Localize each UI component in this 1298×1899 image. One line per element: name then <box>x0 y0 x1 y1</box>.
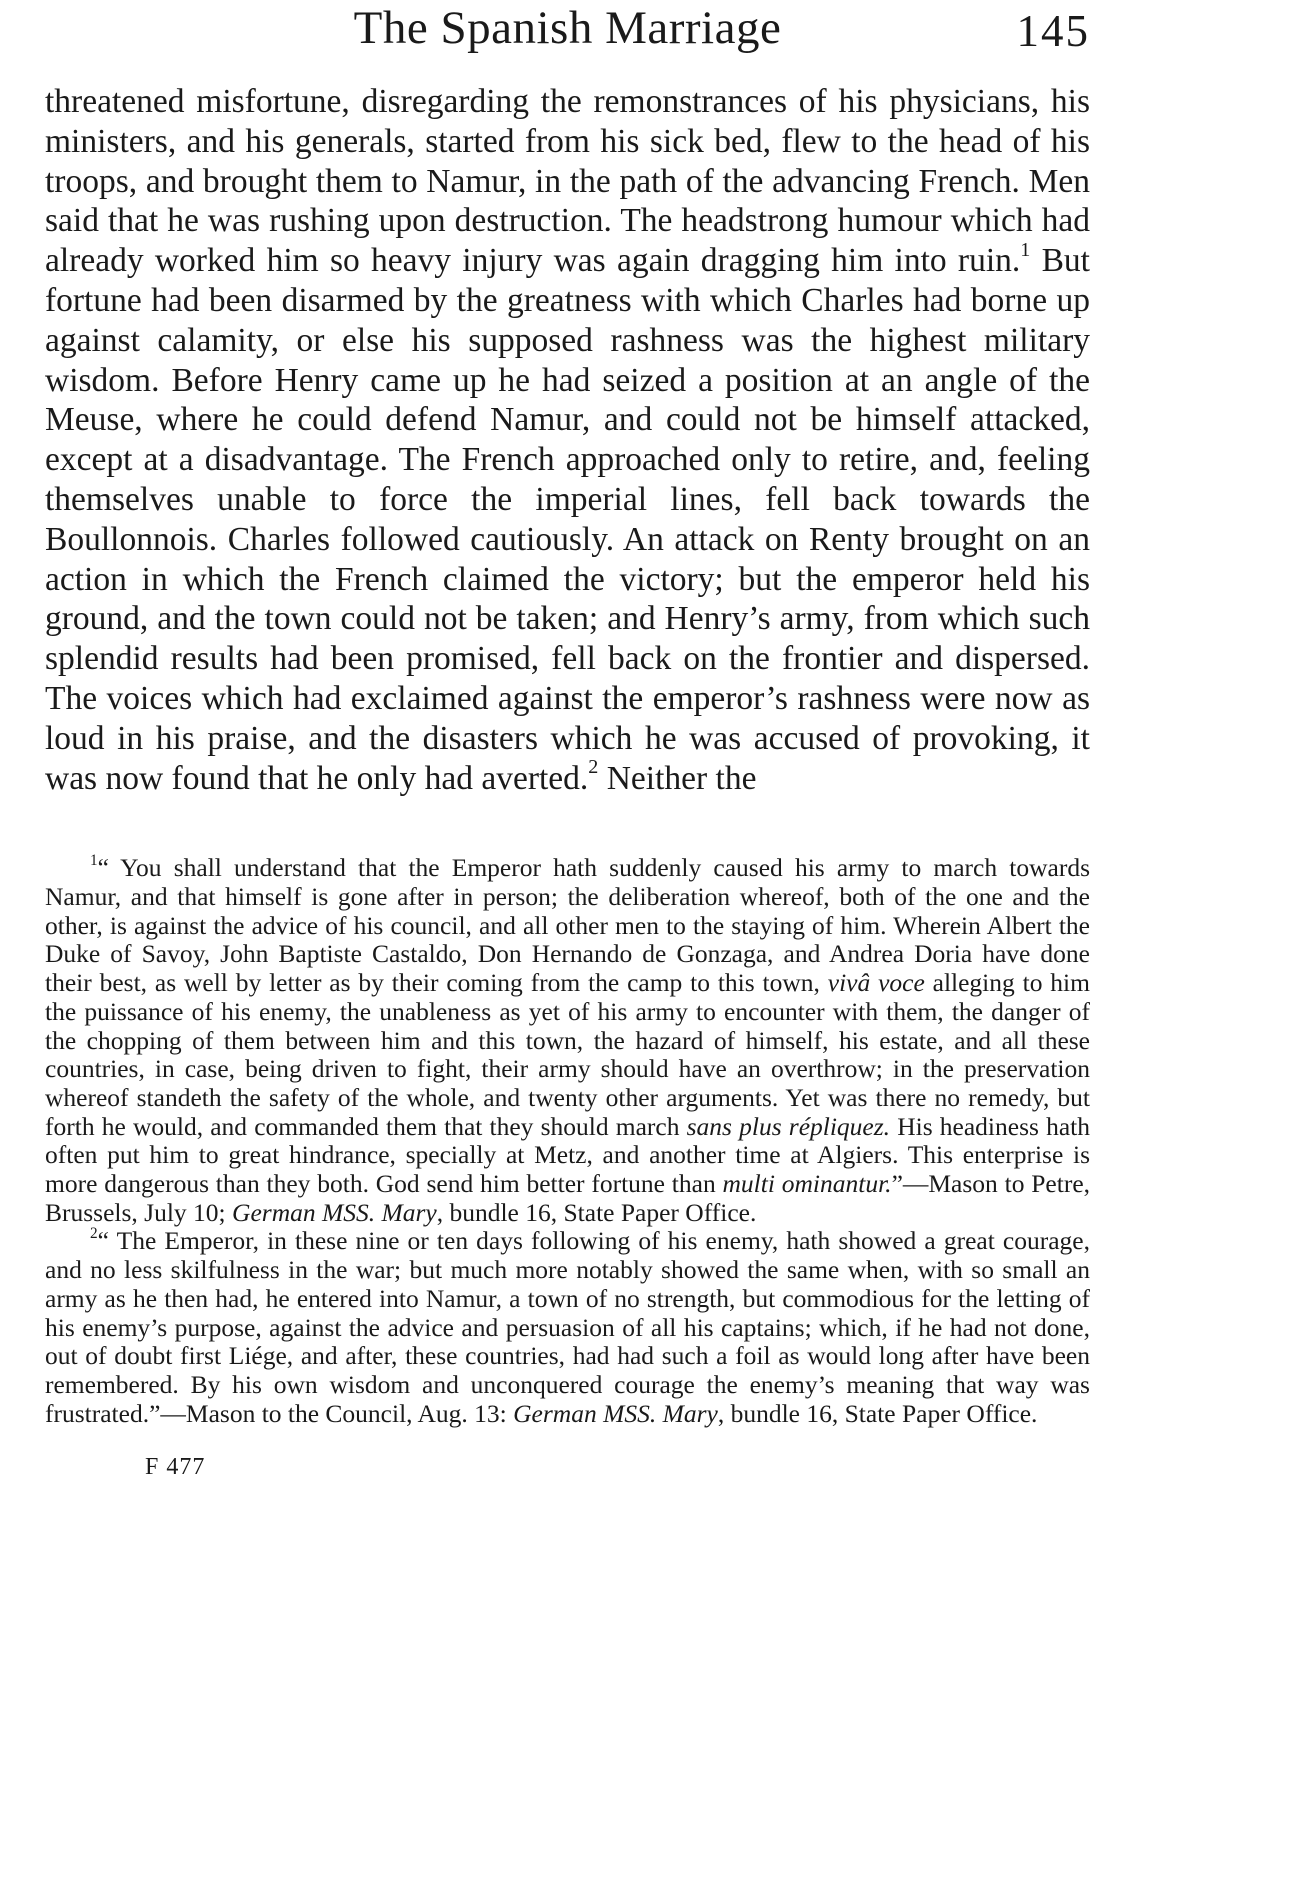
footnote-italic: vivâ voce <box>827 968 925 998</box>
footnote-reference-2: 2 <box>588 756 599 779</box>
footnote-text: His headiness hath often put him to great hindrance, specially at Metz, and another time at Algiers. This enterprise is more dangerous than they both. God send him better fortune than <box>45 1111 1090 1199</box>
footnote-marker: 1 <box>90 851 98 869</box>
running-head <box>45 0 1090 70</box>
running-title: The Spanish Marriage <box>353 2 782 54</box>
footnote-italic: German MSS. Mary <box>232 1197 437 1227</box>
footnote-italic: German MSS. Mary <box>513 1398 718 1428</box>
footnote-marker: 2 <box>90 1224 98 1242</box>
page-number: 145 <box>1016 6 1090 56</box>
book-page <box>45 0 1090 1481</box>
main-paragraph <box>45 82 1090 798</box>
footnote-italic: multi ominantur. <box>722 1169 892 1199</box>
body-text-segment: threatened misfortune, disregarding the remonstrances of his physicians, his ministers, and his generals, started from his sick bed, flew to the head of his troops, and brought them to Namur, in the path of the advancing French. Men said that he was rushing upon destruction. The headstrong humour which had already worked him so heavy injury was again dragging him into ruin. <box>45 83 1090 280</box>
body-text-segment: Neither the <box>598 759 757 797</box>
body-text-segment: But fortune had been disarmed by the greatness with which Charles had borne up against calamity, or else his supposed rashness was the highest military wisdom. Before Henry came up he had seized a position at an angle of the Meuse, where he could defend Namur, and could not be himself attacked, except at a disadvantage. The French approached only to retire, and, feeling themselves unable to force the imperial lines, fell back towards the Boullonnois. Charles followed cautiously. An attack on Renty brought on an action in which the French claimed the victory; but the emperor held his ground, and the town could not be taken; and Henry’s army, from which such splendid results had been promised, fell back on the frontier and dispersed. The voices which had exclaimed against the emperor’s rashness were now as loud in his praise, and the disasters which he was accused of provoking, it was now found that he only had averted. <box>45 242 1090 797</box>
footnote-text: “ The Emperor, in these nine or ten days following of his enemy, hath showed a great courage, and no less skilfulness in the war; but much more notably showed the same when, with so small an army as he then had, he entered into Namur, a town of no strength, but commodious for the letting of his enemy’s purpose, against the advice and persuasion of all his captains; which, if he had not done, out of doubt first Liége, and after, these countries, had had such a foil as would long after have been remembered. By his own wisdom and unconquered courage the enemy’s meaning that way was frustrated.”—Mason to the Council, Aug. 13: <box>45 1226 1090 1428</box>
footnote-reference-1: 1 <box>1020 239 1031 262</box>
footnote-1 <box>45 851 1091 1227</box>
footnotes <box>45 851 1091 1428</box>
printer-signature-mark: F 477 <box>145 1454 206 1481</box>
footnote-text: “ You shall understand that the Emperor hath suddenly caused his army to march towards Namur, and that himself is gone after in person; the deliberation whereof, both of the one and the other, is against the advice of his council, and all other men to the staying of him. Wherein Albert the Duke of Savoy, John Baptiste Castaldo, Don Hernando de Gonzaga, and Andrea Doria have done their best, as well by letter as by their coming from the camp to this town, <box>45 853 1090 998</box>
footnote-text: , bundle 16, State Paper Office. <box>717 1398 1038 1428</box>
footnote-text: alleging to him the puissance of his enemy, the unableness as yet of his army to encounter with them, the danger of the chopping of them between him and this town, the hazard of himself, his estate, and all these countries, in case, being driven to fight, their army should have an overthrow; in the preservation whereof standeth the safety of the whole, and twenty other arguments. Yet was there no remedy, but forth he would, and commanded them that they should march <box>45 968 1090 1141</box>
footnote-italic: sans plus répliquez. <box>686 1111 891 1141</box>
footnote-2 <box>45 1224 1090 1428</box>
footnote-text: , bundle 16, State Paper Office. <box>436 1197 757 1227</box>
footnote-text: ”—Mason to Petre, Brussels, July 10; <box>45 1169 1091 1227</box>
